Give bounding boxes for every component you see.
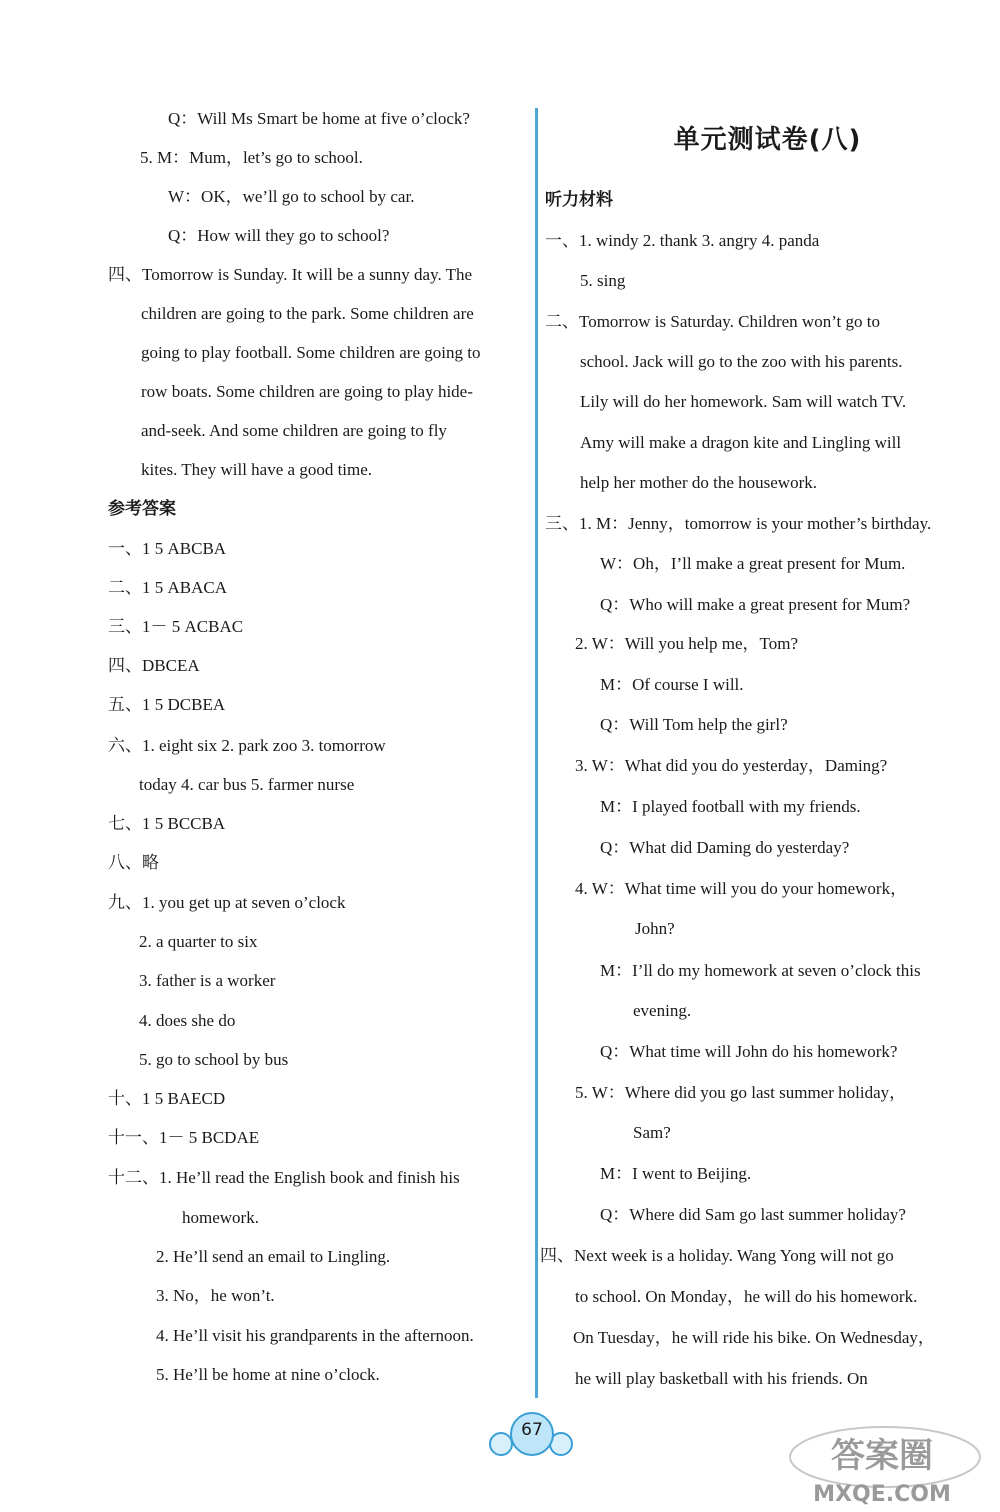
answer-line: 2. He’ll send an email to Lingling. [156, 1247, 391, 1266]
text-line: and-seek. And some children are going to fly [141, 421, 447, 440]
answer-line: 十、1 5 BAECD [108, 1089, 226, 1108]
listening-heading: 听力材料 [545, 190, 613, 210]
text-line: M：Of course I will. [600, 675, 744, 694]
answer-line: 5. go to school by bus [139, 1050, 289, 1069]
answer-line: today 4. car bus 5. farmer nurse [139, 775, 355, 794]
text-line: 5. M：Mum，let’s go to school. [140, 148, 363, 167]
left-column [0, 0, 530, 1420]
page-number: 67 [521, 1420, 543, 1440]
text-line: to school. On Monday，he will do his homework. [575, 1287, 918, 1306]
answer-line: 3. No，he won’t. [156, 1286, 275, 1305]
answer-line: 二、1 5 ABACA [108, 578, 228, 597]
answer-line: 3. father is a worker [139, 971, 276, 990]
text-line: going to play football. Some children are going to [141, 343, 481, 362]
answer-line: 5. He’ll be home at nine o’clock. [156, 1365, 380, 1384]
answer-line: 八、略 [108, 853, 159, 872]
text-line: 5. sing [580, 271, 626, 290]
text-line: evening. [633, 1001, 692, 1020]
text-line: Q：Will Ms Smart be home at five o’clock? [168, 109, 470, 128]
text-line: Q：Will Tom help the girl? [600, 715, 788, 734]
text-line: Lily will do her homework. Sam will watch TV. [580, 392, 907, 411]
watermark-bottom-text: MXQE.COM [813, 1482, 951, 1507]
page-title: 单元测试卷(八) [673, 125, 862, 155]
answer-line: 十一、1－ 5 BCDAE [108, 1128, 260, 1147]
text-line: 3. W：What did you do yesterday，Daming? [575, 756, 888, 775]
text-line: 四、Tomorrow is Sunday. It will be a sunny day. The [108, 265, 473, 284]
text-line: M：I went to Beijing. [600, 1164, 752, 1183]
answer-line: 一、1 5 ABCBA [108, 539, 227, 558]
text-line: On Tuesday，he will ride his bike. On Wednesday， [573, 1328, 935, 1347]
text-line: John? [635, 919, 675, 938]
text-line: 三、1. M：Jenny，tomorrow is your mother’s birthday. [545, 514, 932, 533]
text-line: Sam? [633, 1123, 671, 1142]
page-number-badge [487, 1410, 577, 1462]
text-line: 4. W：What time will you do your homework， [575, 879, 908, 898]
text-line: 5. W：Where did you go last summer holiday， [575, 1083, 907, 1102]
text-line: Q：Who will make a great present for Mum? [600, 595, 911, 614]
text-line: Q：What time will John do his homework? [600, 1042, 898, 1061]
text-line: M：I played football with my friends. [600, 797, 861, 816]
answer-line: 四、DBCEA [108, 656, 200, 675]
watermark-graphic [770, 1415, 995, 1507]
watermark-top-text: 答案圈 [831, 1436, 933, 1476]
text-line: W：Oh，I’ll make a great present for Mum. [600, 554, 906, 573]
text-line: Q：How will they go to school? [168, 226, 390, 245]
text-line: children are going to the park. Some children are [141, 304, 474, 323]
answer-line: 五、1 5 DCBEA [108, 695, 226, 714]
right-column [535, 0, 1000, 1420]
text-line: Q：Where did Sam go last summer holiday? [600, 1205, 906, 1224]
answer-line: 十二、1. He’ll read the English book and finish his [108, 1168, 460, 1187]
text-line: row boats. Some children are going to play hide- [141, 382, 473, 401]
watermark-logo [770, 1415, 995, 1507]
answers-heading: 参考答案 [108, 499, 176, 519]
answer-line: 三、1－ 5 ACBAC [108, 617, 244, 636]
text-line: he will play basketball with his friends. On [575, 1369, 868, 1388]
answer-line: 九、1. you get up at seven o’clock [108, 893, 346, 912]
text-line: M：I’ll do my homework at seven o’clock this [600, 961, 921, 980]
answer-line: 2. a quarter to six [139, 932, 258, 951]
answer-line: homework. [182, 1208, 259, 1227]
answer-line: 七、1 5 BCCBA [108, 814, 226, 833]
answer-line: 4. does she do [139, 1011, 236, 1030]
text-line: Q：What did Daming do yesterday? [600, 838, 850, 857]
text-line: 2. W：Will you help me，Tom? [575, 634, 799, 653]
text-line: 二、Tomorrow is Saturday. Children won’t go to [545, 312, 881, 331]
text-line: help her mother do the housework. [580, 473, 817, 492]
text-line: 一、1. windy 2. thank 3. angry 4. panda [545, 231, 820, 250]
text-line: kites. They will have a good time. [141, 460, 373, 479]
answer-line: 六、1. eight six 2. park zoo 3. tomorrow [108, 736, 386, 755]
text-line: school. Jack will go to the zoo with his parents. [580, 352, 903, 371]
text-line: W：OK，we’ll go to school by car. [168, 187, 415, 206]
text-line: Amy will make a dragon kite and Lingling will [580, 433, 902, 452]
text-line: 四、Next week is a holiday. Wang Yong will not go [540, 1246, 894, 1265]
answer-line: 4. He’ll visit his grandparents in the afternoon. [156, 1326, 474, 1345]
